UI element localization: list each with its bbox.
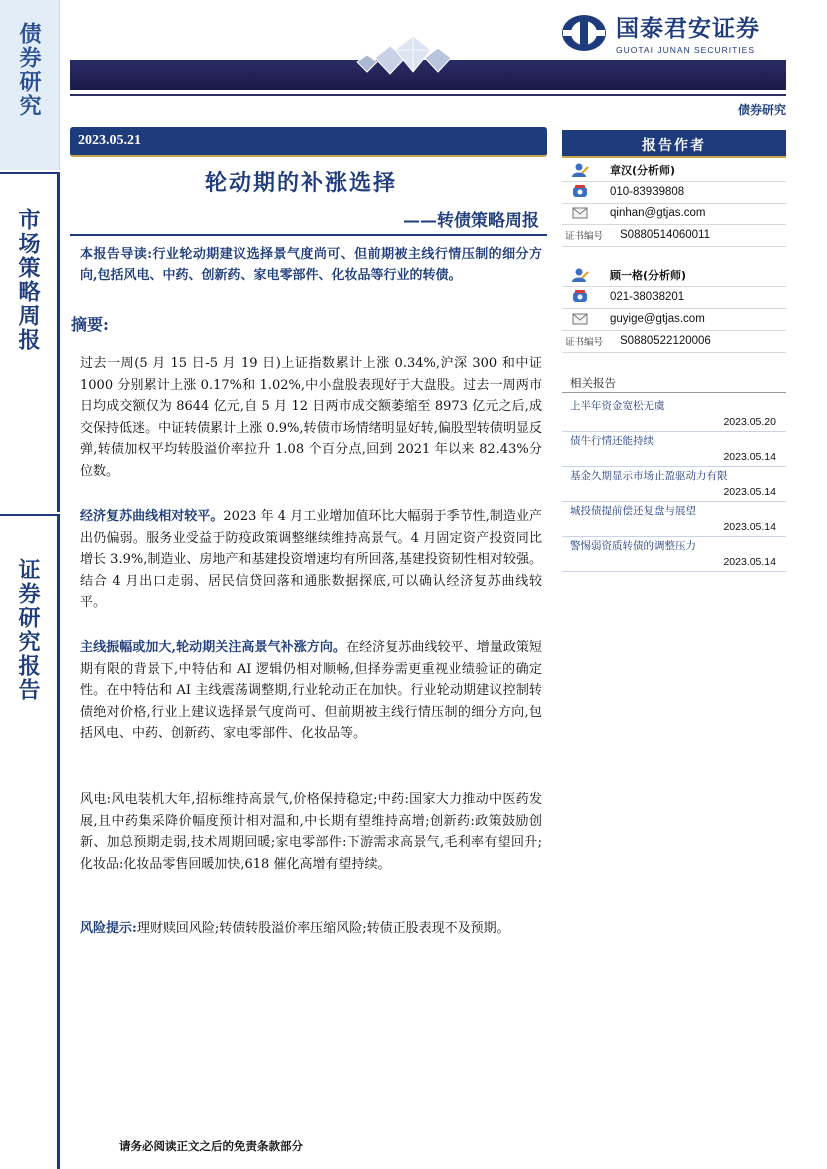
logo-text-chinese: 国泰君安证券 [616, 16, 760, 42]
paragraph-economy [80, 506, 542, 614]
author-2-phone: 021-38038201 [610, 291, 685, 303]
report-guide: 本报告导读:行业轮动期建议选择景气度尚可、但前期被主线行情压制的细分方向,包括风电、中药、创新药、家电零部件、化妆品等行业的转债。 [80, 247, 542, 283]
author-1-name: 章汉(分析师) [610, 164, 676, 177]
diamond-decoration-icon [345, 28, 465, 90]
author-1-email-row [562, 203, 786, 223]
related-report-date: 2023.05.14 [723, 451, 776, 463]
related-report-date: 2023.05.20 [723, 416, 776, 428]
email-icon [570, 312, 592, 326]
author-1-name-row [562, 160, 786, 180]
left-side-band [0, 0, 63, 1169]
divider [562, 501, 786, 502]
paragraph-risk-lead: 风险提示: [80, 921, 137, 936]
related-report-date: 2023.05.14 [723, 521, 776, 533]
related-report-title[interactable]: 债牛行情还能持续 [570, 435, 654, 447]
authors-heading: 报告作者 [642, 138, 706, 154]
author-1-cert: S0880514060011 [620, 229, 710, 241]
paragraph-economy-lead: 经济复苏曲线相对较平。 [80, 509, 224, 524]
side-band-securities-report [0, 514, 60, 1169]
author-1-phone-row [562, 182, 786, 202]
author-2-name: 顾一格(分析师) [610, 269, 687, 282]
author-2-phone-row [562, 287, 786, 307]
author-1-email[interactable]: qinhan@gtjas.com [610, 207, 706, 219]
paragraph-market-review: 过去一周(5 月 15 日-5 月 19 日)上证指数累计上涨 0.34%,沪深 300 和中证 1000 分别累计上涨 0.17%和 1.02%,中小盘股表现好于大盘股。过去一周两市日均成交额仅为 8644 亿元,自 5 月 12 日两市成交额萎缩至 8973 亿元之后,成交保持低迷。中证转债累计上涨 0.9%,转债市场情绪明显好转,偏股型转债明显反弹,转债加权平均转股溢价率拉升 1.08 个百分点,回到 2021 年以来 82.43%分位数。 [80, 356, 542, 479]
author-2-email[interactable]: guyige@gtjas.com [610, 313, 705, 325]
author-2-cert-row [562, 331, 786, 351]
header-category-tag: 债券研究 [737, 103, 786, 117]
paragraph-economy-body: 2023 年 4 月工业增加值环比大幅弱于季节性,制造业产出仍偏弱。服务业受益于防疫政策调整继续维持高景气。4 月固定资产投资同比增长 3.9%,制造业、房地产和基建投资增速均有所回落,基建投资韧性相对较强。结合 4 月出口走弱、居民信贷回落和通胀数据探底,可以确认经济复苏曲线较平。 [80, 509, 542, 610]
paragraph-rotation-lead: 主线振幅或加大,轮动期关注高景气补涨方向。 [80, 640, 346, 655]
report-date-bar [70, 127, 547, 157]
related-reports-heading: 相关报告 [570, 376, 616, 390]
person-icon [570, 268, 592, 282]
divider [562, 246, 786, 247]
author-2-cert: S0880522120006 [620, 335, 711, 347]
author-2-name-row [562, 265, 786, 285]
side-band-bottom-label: 证券研究报告 [15, 558, 41, 702]
report-title: 轮动期的补涨选择 [205, 170, 398, 196]
author-2-email-row [562, 309, 786, 329]
paragraph-risk [80, 918, 542, 940]
related-report-title[interactable]: 上半年资金宽松无虞 [570, 400, 665, 412]
title-divider [70, 234, 547, 236]
report-subtitle: ——转债策略周报 [403, 211, 539, 231]
person-icon [570, 163, 592, 177]
logo-mark-icon [560, 13, 608, 53]
paragraph-risk-body: 理财赎回风险;转债转股溢价率压缩风险;转债正股表现不及预期。 [136, 921, 510, 936]
divider [562, 466, 786, 467]
divider [562, 431, 786, 432]
cert-label: 证书编号 [565, 337, 604, 348]
disclaimer-footer: 请务必阅读正文之后的免责条款部分 [119, 1139, 303, 1153]
author-1-cert-row [562, 225, 786, 245]
phone-icon [570, 290, 592, 304]
cert-label: 证书编号 [565, 231, 604, 242]
related-reports-rule [562, 392, 786, 393]
authors-heading-bar [562, 130, 786, 158]
related-report-title[interactable]: 警惕弱资质转债的调整压力 [570, 540, 696, 552]
side-band-top-label: 债券研究 [16, 22, 42, 118]
side-band-bond-research [0, 0, 60, 170]
related-report-title[interactable]: 城投债提前偿还复盘与展望 [570, 505, 696, 517]
related-report-date: 2023.05.14 [723, 486, 776, 498]
author-1-phone: 010-83939808 [610, 186, 685, 198]
related-report-title[interactable]: 基金久期显示市场止盈驱动力有限 [570, 470, 728, 482]
divider [562, 571, 786, 572]
paragraph-rotation-body: 在经济复苏曲线较平、增量政策短期有限的背景下,中特估和 AI 逻辑仍相对顺畅,但择券需更重视业绩验证的确定性。在中特估和 AI 主线震荡调整期,行业轮动正在加快。行业轮动期建议控制转债绝对价格,行业上建议选择景气度尚可、但前期被主线行情压制的细分方向,包括风电、中药、创新药、家电零部件、化妆品等。 [80, 640, 542, 741]
report-date: 2023.05.21 [78, 133, 141, 148]
email-icon [570, 206, 592, 220]
paragraph-sectors: 风电:风电装机大年,招标维持高景气,价格保持稳定;中药:国家大力推动中医药发展,且中药集采降价幅度预计相对温和,中长期有望维持高增;创新药:政策鼓励创新、加总预期走弱,技术周期回暖;家电零部件:下游需求高景气,毛利率有望回升;化妆品:化妆品零售回暖加快,618 催化高增有望持续。 [80, 792, 542, 872]
divider [562, 352, 786, 353]
logo-text-english: GUOTAI JUNAN SECURITIES [616, 45, 756, 55]
abstract-heading: 摘要: [71, 315, 109, 334]
divider [562, 536, 786, 537]
paragraph-rotation [80, 637, 542, 745]
side-band-market-strategy [0, 172, 60, 512]
phone-icon [570, 185, 592, 199]
related-report-date: 2023.05.14 [723, 556, 776, 568]
company-logo [560, 10, 760, 55]
header-rule [70, 94, 786, 96]
side-band-middle-label: 市场策略周报 [15, 208, 41, 352]
